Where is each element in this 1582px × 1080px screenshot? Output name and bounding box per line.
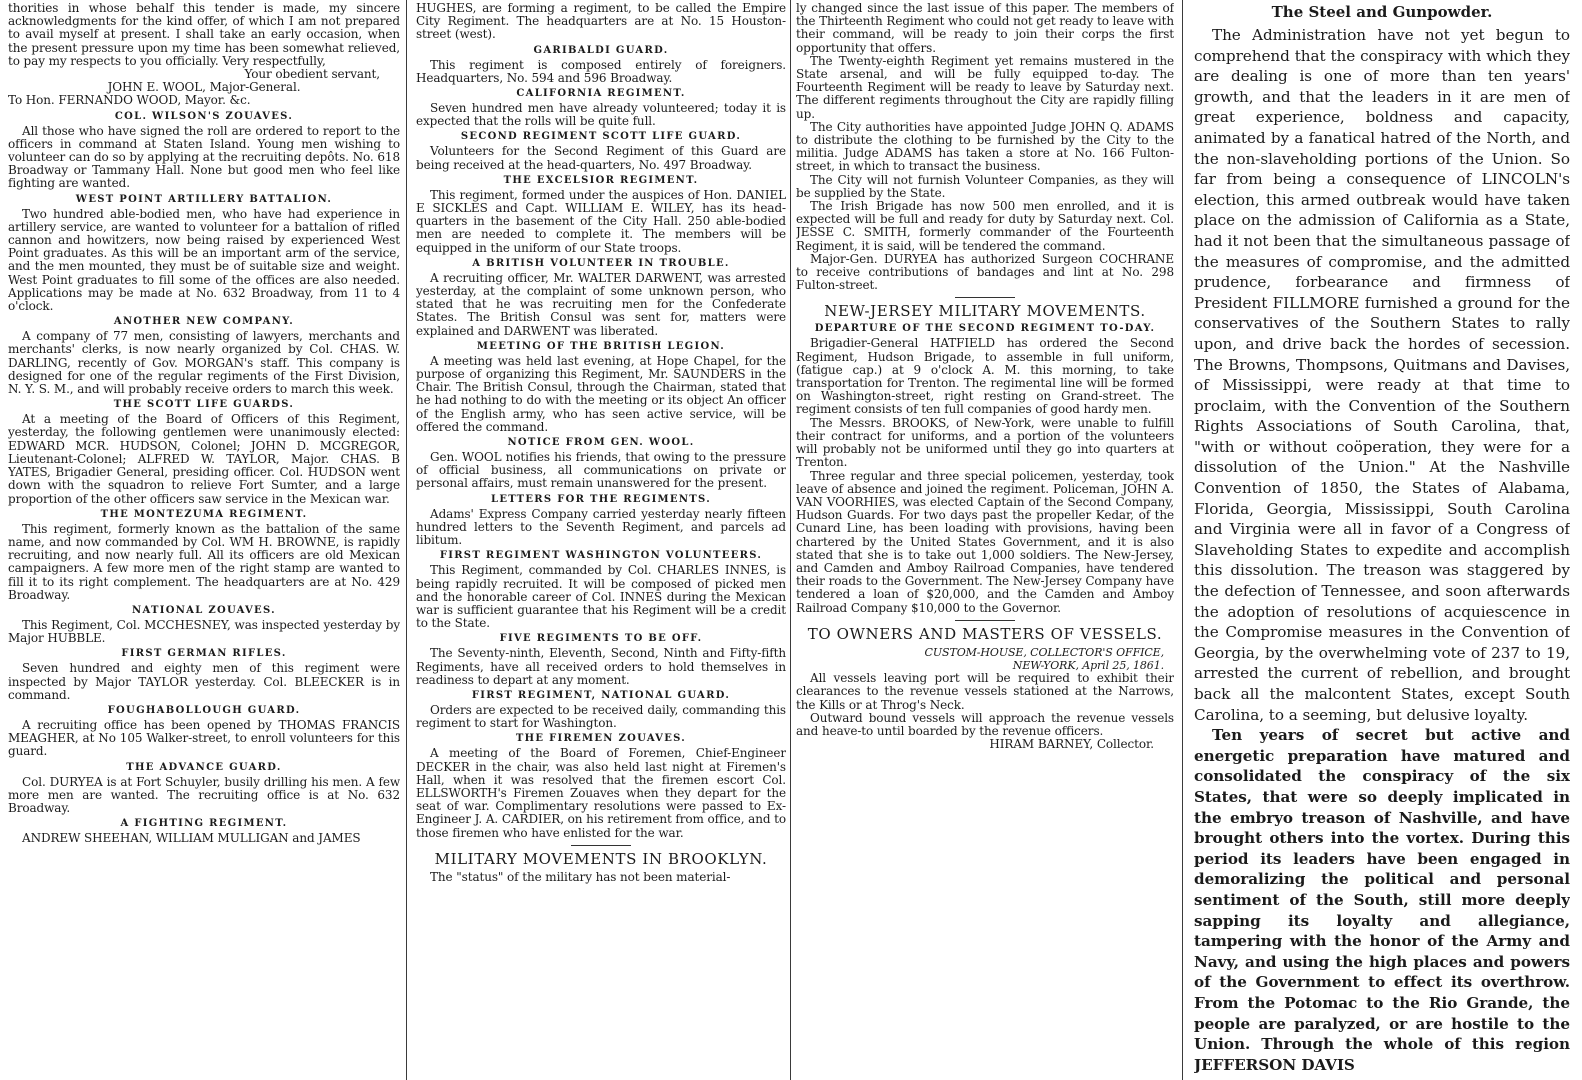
article-paragraph: HUGHES, are forming a regiment, to be called the Empire City Regiment. The headquarters are at No. 15 Houston-street (west).	[416, 2, 786, 42]
article-paragraph: The City will not furnish Volunteer Companies, as they will be supplied by the State.	[796, 172, 1174, 200]
letter-closing: Your obedient servant,	[244, 67, 380, 82]
column-2	[416, 2, 786, 884]
section-heading: A FIGHTING REGIMENT.	[120, 818, 288, 830]
article-paragraph: A meeting was held last evening, at Hope Chapel, for the purpose of organizing this Regiment, Mr. SAUNDERS in the Chair. The British Consul, through the Chairman, stated that he had nothing to do with the meeting or its object An officer of the English army, who has seen active service, will be offered the command.	[416, 353, 786, 434]
section-heading: FIRST GERMAN RIFLES.	[121, 648, 287, 660]
article-paragraph: All vessels leaving port will be required to exhibit their clearances to the revenue vessels stationed at the Narrows, the Kills or at Throg's Neck.	[796, 671, 1174, 712]
divider	[571, 845, 631, 846]
section-heading: FOUGHABOLLOUGH GUARD.	[107, 704, 301, 716]
dateline: NEW-YORK, April 25, 1861.	[1012, 658, 1164, 672]
section-heading: LETTERS FOR THE REGIMENTS.	[491, 493, 711, 505]
section-heading: FIRST REGIMENT WASHINGTON VOLUNTEERS.	[439, 550, 763, 562]
article-paragraph: Two hundred able-bodied men, who have had experience in artillery service, are wanted to volunteer for a battalion of rifled cannon and howitzers, now being raised by experienced West Point graduates. As this will be an important arm of the service, and the men mounted, they must be of suitable size and weight. West Point graduates to fill some of the offices are also needed. Applications may be made at No. 632 Broadway, from 11 to 4 o'clock.	[8, 206, 400, 314]
section-heading: THE MONTEZUMA REGIMENT.	[100, 508, 308, 520]
article-paragraph: The "status" of the military has not been material-	[430, 869, 731, 884]
article-paragraph: A recruiting office has been opened by THOMAS FRANCIS MEAGHER, at No 105 Walker-street, to enroll volunteers for this guard.	[8, 717, 400, 759]
section-heading: FIVE REGIMENTS TO BE OFF.	[499, 633, 703, 645]
article-paragraph: The Irish Brigade has now 500 men enrolled, and it is expected will be full and ready for duty by Saturday next. Col. JESSE C. SMITH, formerly commander of the Fourteenth Regiment, it is said, will be tendered the command.	[796, 199, 1174, 253]
section-heading: THE FIREMEN ZOUAVES.	[515, 733, 687, 745]
article-headline: MILITARY MOVEMENTS IN BROOKLYN.	[434, 849, 768, 868]
editorial-paragraph: The Administration have not yet begun to comprehend that the conspiracy with which they are dealing is one of more than ten years' growth, and that the leaders in it are men of great experience, boldness and capacity, animated by a fanatical hatred of the North, and the non-slaveholding portions of the Union. So far from being a consequence of LINCOLN's election, this armed outbreak would have taken place on the admission of California as a State, had it not been that the simultaneous passage of the measures of compromise, and the admitted prudence, forbearance and firmness of President FILLMORE furnished a ground for the conservatives of the Southern States to rally upon, and drive back the hordes of secession. The Browns, Thompsons, Quitmans and Davises, of Mississippi, were ready at that time to proclaim, with the Convention of the Southern Rights Associations of South Carolina, that, "with or without coöperation, they were for a dissolution of the Union." At the Nashville Convention of 1850, the States of Alabama, Florida, Georgia, Mississippi, South Carolina and Virginia were all in favor of a Congress of Slaveholding States to expedite and accomplish this dissolution. The treason was staggered by the defection of Tennessee, and soon afterwards the adoption of resolutions of acquiescence in the Compromise measures in the Convention of Georgia, by the overwhelming vote of 237 to 19, arrested the current of rebellion, and brought back all the malcontent States, except South Carolina, to a seeming, but delusive loyalty.	[1194, 26, 1570, 724]
section-heading: ANOTHER NEW COMPANY.	[113, 316, 295, 328]
divider	[955, 620, 1015, 621]
article-paragraph: The Seventy-ninth, Eleventh, Second, Ninth and Fifty-fifth Regiments, have all received orders to hold themselves in readiness to depart at any moment.	[416, 646, 786, 687]
column-rule	[790, 0, 791, 1080]
section-heading: THE EXCELSIOR REGIMENT.	[503, 174, 699, 186]
article-paragraph: Orders are expected to be received daily, commanding this regiment to start for Washington.	[416, 702, 786, 731]
article-paragraph: All those who have signed the roll are ordered to report to the officers in command at Staten Island. Young men wishing to volunteer can do so by applying at the recruiting depôts. No. 618 Broadway or Tammany Hall. None but good men who feel like fighting are wanted.	[8, 123, 400, 191]
section-heading: MEETING OF THE BRITISH LEGION.	[476, 340, 726, 352]
article-paragraph: Seven hundred and eighty men of this regiment were inspected by Major TAYLOR yesterday. Col. BLEECKER is in command.	[8, 661, 400, 702]
article-paragraph: Volunteers for the Second Regiment of this Guard are being received at the head-quarters, No. 497 Broadway.	[416, 144, 786, 172]
section-heading: NOTICE FROM GEN. WOOL.	[507, 437, 695, 449]
section-heading: FIRST REGIMENT, NATIONAL GUARD.	[471, 689, 731, 701]
article-paragraph: Gen. WOOL notifies his friends, that owing to the pressure of official business, all communications on private or personal affairs, must remain unanswered for the present.	[416, 450, 786, 491]
notice-signature: HIRAM BARNEY, Collector.	[989, 737, 1154, 752]
section-heading: A BRITISH VOLUNTEER IN TROUBLE.	[472, 257, 730, 269]
article-headline: NEW-JERSEY MILITARY MOVEMENTS.	[824, 302, 1146, 321]
divider	[955, 297, 1015, 298]
letter-signature: JOHN E. WOOL, Major-General.	[107, 80, 301, 95]
dateline: CUSTOM-HOUSE, COLLECTOR'S OFFICE,	[924, 645, 1164, 659]
article-paragraph: This Regiment, Col. MCCHESNEY, was inspected yesterday by Major HUBBLE.	[8, 617, 400, 646]
section-heading: THE SCOTT LIFE GUARDS.	[113, 399, 295, 411]
article-paragraph: This Regiment, commanded by Col. CHARLES INNES, is being rapidly recruited. It will be composed of picked men and the honorable career of Col. INNES during the Mexican war is sufficient guarantee that his Regiment will be a credit to the State.	[416, 563, 786, 631]
article-paragraph: A company of 77 men, consisting of lawyers, merchants and merchants' clerks, is now nearly organized by Col. CHAS. W. DARLING, recently of Gov. MORGAN's staff. This company is designed for one of the regular regiments of the First Division, N. Y. S. M., and will probably receive orders to march this week.	[8, 329, 400, 397]
column-1	[8, 2, 400, 845]
column-3	[796, 2, 1174, 751]
article-paragraph: Brigadier-General HATFIELD has ordered the Second Regiment, Hudson Brigade, to assemble in full uniform, (fatigue cap.) at 9 o'clock A. M. this morning, to take transportation for Trenton. The regimental line will be formed on Washington-street, right resting on Grand-street. The regiment consists of ten full companies of good hardy men.	[796, 336, 1174, 417]
article-paragraph: Adams' Express Company carried yesterday nearly fifteen hundred letters to the Seventh Regiment, and parcels ad libitum.	[416, 506, 786, 548]
article-paragraph: Outward bound vessels will approach the revenue vessels and heave-to until boarded by the revenue officers.	[796, 710, 1174, 738]
editorial-paragraph: Ten years of secret but active and energetic preparation have matured and consolidated the conspiracy of the six States, that were so deeply implicated in the embryo treason of Nashville, and have brought others into the vortex. During this period its leaders have been engaged in demoralizing the political and personal sentiment of the South, still more deeply sapping its loyalty and allegiance, tampering with the honor of the Army and Navy, and using the high places and powers of the Government to effect its overthrow. From the Potomac to the Rio Grande, the people are paralyzed, or are hostile to the Union. Through the whole of this region JEFFERSON DAVIS	[1194, 726, 1570, 1074]
article-paragraph: Major-Gen. DURYEA has authorized Surgeon COCHRANE to receive contributions of bandages and lint at No. 298 Fulton-street.	[796, 251, 1174, 293]
section-heading: SECOND REGIMENT SCOTT LIFE GUARD.	[460, 131, 742, 143]
article-paragraph: At a meeting of the Board of Officers of this Regiment, yesterday, the following gentlemen were unanimously elected: EDWARD MCR. HUDSON, Colonel; JOHN D. MCGREGOR, Lieutenant-Colonel; ALFRED W. TAYLOR, Major. CHAS. B YATES, Brigadier General, presiding officer. Col. HUDSON went down with the squadron to relieve Fort Sumter, and a large proportion of the other officers saw service in the Mexican war.	[8, 412, 400, 506]
section-heading: CALIFORNIA REGIMENT.	[516, 88, 686, 100]
section-heading: NATIONAL ZOUAVES.	[132, 604, 276, 616]
section-heading: THE ADVANCE GUARD.	[126, 761, 282, 773]
article-paragraph: The Messrs. BROOKS, of New-York, were unable to fulfill their contract for uniforms, and a portion of the volunteers will probably not be uniformed until they go into quarters at Trenton.	[796, 415, 1174, 470]
section-heading: WEST POINT ARTILLERY BATTALION.	[75, 193, 333, 205]
article-paragraph: The Twenty-eighth Regiment yet remains mustered in the State arsenal, and will be fully equipped to-day. The Fourteenth Regiment will be ready to leave by Saturday next. The different regiments throughout the City are rapidly filling up.	[796, 53, 1174, 121]
column-rule	[406, 0, 407, 1080]
article-paragraph: This regiment, formerly known as the battalion of the same name, and now commanded by Col. WM H. BROWNE, is rapidly recruiting, and now nearly full. All its officers are old Mexican campaigners. A few more men of the right stamp are wanted to fill it to its right complement. The headquarters are at No. 429 Broadway.	[8, 521, 400, 602]
article-paragraph: A recruiting officer, Mr. WALTER DARWENT, was arrested yesterday, at the complaint of some unknown person, who stated that he was recruiting men for the Confederate States. The British Consul was sent for, matters were explained and DARWENT was liberated.	[416, 270, 786, 338]
article-paragraph: Seven hundred men have already volunteered; today it is expected that the rolls will be quite full.	[416, 101, 786, 129]
section-heading: DEPARTURE OF THE SECOND REGIMENT TO-DAY.	[814, 323, 1156, 335]
article-paragraph: ANDREW SHEEHAN, WILLIAM MULLIGAN and JAMES	[22, 831, 361, 846]
article-paragraph: A meeting of the Board of Foremen, Chief-Engineer DECKER in the chair, was also held last night at Firemen's Hall, when it was resolved that the firemen escort Col. ELLSWORTH's Firemen Zouaves when they depart for the seat of war. Complimentary resolutions were passed to Ex-Engineer J. A. CARDIER, on his retirement from office, and to those firemen who have enlisted for the war.	[416, 746, 786, 840]
article-paragraph: This regiment is composed entirely of foreigners. Headquarters, No. 594 and 596 Broadway.	[416, 57, 786, 85]
section-heading: GARIBALDI GUARD.	[533, 44, 669, 56]
article-headline: TO OWNERS AND MASTERS OF VESSELS.	[807, 624, 1163, 643]
article-paragraph: Col. DURYEA is at Fort Schuyler, busily drilling his men. A few more men are wanted. The recruiting office is at No. 632 Broadway.	[8, 774, 400, 815]
letter-paragraph: thorities in whose behalf this tender is made, my sincere acknowledgments for the kind offer, of which I am not prepared to avail myself at present. I shall take an early occasion, when the present pressure upon my time has been somewhat relieved, to pay my respects to you officially. Very respectfully,	[8, 2, 400, 68]
article-paragraph: ly changed since the last issue of this paper. The members of the Thirteenth Regiment who could not get ready to leave with their command, will be ready to join their corps the first opportunity that offers.	[796, 2, 1174, 55]
column-4	[1194, 2, 1570, 1075]
article-paragraph: The City authorities have appointed Judge JOHN Q. ADAMS to distribute the clothing to be furnished by the City to the militia. Judge ADAMS has taken a store at No. 166 Fulton-street, in which to transact the business.	[796, 119, 1174, 174]
article-paragraph: Three regular and three special policemen, yesterday, took leave of absence and joined the regiment. Policeman, JOHN A. VAN VOORHIES, was elected Captain of the Second Company, Hudson Guards. For two days past the propeller Kedar, of the Cunard Line, has been loading with provisions, having been chartered by the United States Government, and it is also stated that she is to take out 1,000 soldiers. The New-Jersey, and Camden and Amboy Railroad Companies, have tendered their roads to the Government. The New-Jersey Company have tendered a loan of $20,000, and the Camden and Amboy Railroad Company $10,000 to the Governor.	[796, 468, 1174, 615]
article-paragraph: This regiment, formed under the auspices of Hon. DANIEL E SICKLES and Capt. WILLIAM E. WILEY, has its head-quarters in the basement of the City Hall. 250 able-bodied men are needed to complete it. The members will be equipped in the uniform of our State troops.	[416, 187, 786, 255]
editorial-title: The Steel and Gunpowder.	[1271, 3, 1493, 21]
section-heading: COL. WILSON'S ZOUAVES.	[114, 110, 294, 122]
column-rule	[1182, 0, 1183, 1080]
letter-addressee: To Hon. FERNANDO WOOD, Mayor. &c.	[8, 93, 251, 108]
